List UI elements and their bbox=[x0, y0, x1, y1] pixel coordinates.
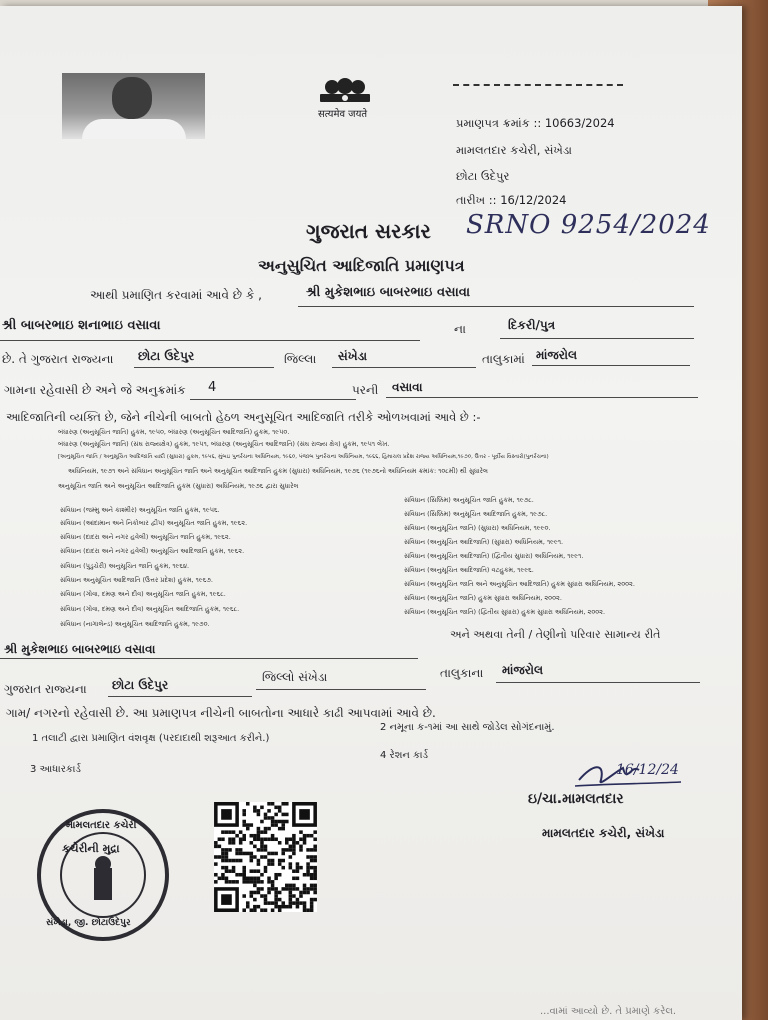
applicant-photo bbox=[62, 73, 205, 139]
name-underline bbox=[298, 306, 694, 307]
certificate-title: અનુસુચિત આદિજાતિ પ્રમાણપત્ર bbox=[258, 256, 465, 275]
list-right-item: સંવિધાન (અનુસૂચિત જાતિ) (સુધારા) અધિનિયમ, ૧૯૯૦. bbox=[404, 524, 551, 532]
list-left-item: સંવિધાન (દાદરા અને નગર હવેલી) અનુસૂચિત આદિજાતિ હુકમ, ૧૯૬૨. bbox=[60, 547, 245, 555]
of-text: પરની bbox=[352, 383, 379, 397]
father-underline bbox=[0, 340, 420, 341]
photo-head bbox=[112, 77, 152, 119]
seal-bottom-text: સંખેડા, જી. છોટાઉદેપુર bbox=[46, 918, 131, 928]
list-left-item: સંવિધાન (ગોવા, દમણ અને દીવ) અનુસૂચિત જાતિ હુકમ, ૧૯૬૮. bbox=[60, 590, 226, 598]
name2-underline bbox=[0, 658, 418, 659]
district2-underline bbox=[108, 696, 252, 697]
signatory-office: મામલતદાર કચેરી, સંખેડા bbox=[542, 826, 665, 840]
signatory-title: ઇ/ચા.મામલતદાર bbox=[528, 791, 624, 807]
family-text: અને અથવા તેની / તેણીનો પરિવાર સામાન્ય રીતે bbox=[450, 628, 661, 641]
order-2: બંધારણ (અનુસૂચિત જાતિ) (સંઘ રાજ્યક્ષેત્ર) હુકમ, ૧૯૫૧, બંધારણ (અનુસૂચિત આદિજાતિ) (સંઘ રાજ્ય ક્ષેત્ર) હુકમ, ૧૯૫૧ લેખ. bbox=[58, 440, 390, 448]
serial-underline bbox=[190, 399, 356, 400]
issuing-district: છોટા ઉદેપુર bbox=[456, 169, 510, 183]
government-title: ગુજરાત સરકાર bbox=[306, 219, 431, 243]
issuing-office: મામલતદાર કચેરી, સંખેડા bbox=[456, 143, 572, 157]
taluka-label-2: તાલુકાના bbox=[440, 666, 484, 680]
village-value: માંજરોલ bbox=[536, 348, 578, 362]
document-item: 2 નમૂના ક-૧માં આ સાથે જોડેલ સોગંદનામું. bbox=[380, 722, 555, 733]
tribe-text: આદિજાતિની વ્યક્તિ છે, જેને નીચેની બાબતો હેઠળ અનુસૂચિત આદિજાતિ તરીકે ઓળખવામાં આવે છે :- bbox=[6, 410, 481, 424]
serial-number: 4 bbox=[208, 380, 217, 395]
district-value: છોટા ઉદેપુર bbox=[138, 349, 195, 363]
list-left-item: સંવિધાન (ગોવા, દમણ અને દીવ) અનુસૂચિત આદિજાતિ હુકમ, ૧૯૬૮. bbox=[60, 605, 240, 613]
seal-top-text: મામલતદાર કચેરી bbox=[66, 820, 137, 831]
motto: सत्यमेव जयते bbox=[318, 109, 368, 120]
national-emblem-icon bbox=[318, 78, 372, 104]
bottom-faint-text: ...વામાં આવ્યો છે. તે પ્રમાણે કરેલ. bbox=[540, 1006, 677, 1017]
list-left-item: સંવિધાન (દાદરા અને નગર હવેલી) અનુસૂચિત જાતિ હુકમ, ૧૯૬૨. bbox=[60, 533, 231, 541]
list-left-item: સંવિધાન અનુસૂચિત આદિજાતિ (ઉત્તર પ્રદેશ) હુકમ, ૧૯૬૭. bbox=[60, 576, 213, 584]
list-left-item: સંવિધાન (આંદામાન અને નિકોબાર દ્વીપ) અનુસૂચિત જાતિ હુકમ, ૧૯૬૨. bbox=[60, 519, 248, 527]
district-underline bbox=[134, 367, 274, 368]
applicant-name: શ્રી મુકેશભાઇ બાબરભાઇ વસાવા bbox=[306, 285, 471, 300]
photo-shirt bbox=[82, 119, 186, 139]
list-left-item: સંવિધાન (નાગાલેન્ડ) અનુસૂચિત આદિજાતિ હુકમ, ૧૯૭૦. bbox=[60, 620, 210, 628]
order-3: [અનુસૂચિત જાતિ / અનુસૂચિત આદિજાતિ યાદી (સુધારા) હુકમ, ૧૯૫૬, મુંબઇ પુનર્રચના અધિનિયમ, ૧૯૬૦, પંજાબ પુનર્રચના અધિનિયમ, ૧૯૬૬, હિમાચલ પ્રદેશ રાજ્ય અધિનિયમ,૧૯૭૦, ઉત્તર - પૂર્વીય વિસ્તારો(પુનર્રચના) bbox=[58, 454, 549, 460]
order-4: અધિનિયમ, ૧૯૭૧ અને સંવિધાન અનુસૂચિત જાતિ અને અનુસૂચિત આદિજાતિ હુકમ (સુધારા) અધિનિયમ, ૧૯૭૬ (૧૯૭૬નો અધિનિયમ ક્રમાંક: ૧૦૮મી) થી સુધારેલ bbox=[68, 467, 488, 475]
list-left-item: સંવિધાન (પુડુચેરી) અનુસૂચિત જાતિ હુકમ, ૧૯૬૪. bbox=[60, 562, 190, 570]
tribe-value: વસાવા bbox=[392, 380, 423, 394]
village-text: ગામના રહેવાસી છે અને જે અનુક્રમાંક bbox=[4, 383, 186, 397]
village-underline bbox=[532, 365, 690, 366]
resident-text: ગામ/ નગરનો રહેવાસી છે. આ પ્રમાણપત્ર નીચેની બાબતોના આધારે કાઢી આપવામાં આવે છે. bbox=[6, 706, 436, 720]
document-item: 4 રેશન કાર્ડ bbox=[380, 750, 429, 761]
order-1: બંધારણ (અનુસૂચિત જાતિ) હુકમ, ૧૯૫૦, બંધારણ (અનુસૂચિત આદિજાતિ) હુકમ, ૧૯૫૦. bbox=[58, 428, 290, 436]
village2-underline bbox=[496, 682, 700, 683]
applicant-name-2: શ્રી મુકેશભાઇ બાબરભાઇ વસાવા bbox=[4, 642, 156, 656]
state-text: છે. તે ગુજરાત રાજ્યના bbox=[2, 352, 114, 366]
signature-date: 16/12/24 bbox=[616, 762, 679, 778]
taluka2-underline bbox=[256, 689, 426, 690]
list-right-item: સંવિધાન (સિક્કિમ) અનુસૂચિત જાતિ હુકમ, ૧૯૭૮. bbox=[404, 496, 534, 504]
document-item: 1 તલાટી દ્વારા પ્રમાણિત વંશવૃક્ષ (પરદાદાથી શરૂઆત કરીને.) bbox=[32, 733, 270, 744]
list-right-item: સંવિધાન (અનુસૂચિત આદિજાતિ) (સુધારા) અધિનિયમ, ૧૯૯૧. bbox=[404, 538, 564, 546]
qr-code bbox=[214, 802, 317, 912]
list-left-item: સંવિધાન (જમ્મુ અને કાશ્મીર) અનુસૂચિત જાતિ હુકમ, ૧૯૫૬. bbox=[60, 506, 220, 514]
village-value-2: માંજરોલ bbox=[502, 663, 544, 677]
relation: દિકરી/પુત્ર bbox=[508, 318, 556, 332]
office-seal bbox=[36, 802, 170, 948]
handwritten-serial: SRNO 9254/2024 bbox=[466, 210, 711, 240]
taluka-label: તાલુકામાં bbox=[482, 352, 525, 366]
state-text-2: ગુજરાત રાજ્યના bbox=[4, 682, 87, 696]
list-right-item: સંવિધાન (અનુસૂચિત આદિજાતિ) વટહુકમ, ૧૯૯૬. bbox=[404, 566, 534, 574]
certificate-number: પ્રમાણપત્ર ક્રમાંક :: 10663/2024 bbox=[456, 116, 615, 130]
header-dashed-line bbox=[453, 84, 623, 86]
district-label-2: જિલ્લો સંખેડા bbox=[262, 670, 328, 684]
seal-middle-text: કચેરીની મુદ્રા bbox=[62, 842, 120, 855]
na-text: ના bbox=[454, 322, 466, 336]
father-name: શ્રી બાબરભાઇ શનાભાઇ વસાવા bbox=[2, 318, 161, 333]
list-right-item: સંવિધાન (અનુસૂચિત જાતિ) (દ્વિતીય સુધારા) હુકમ સુધારા અધિનિયમ, ૨૦૦૨. bbox=[404, 608, 606, 616]
issue-date: તારીખ :: 16/12/2024 bbox=[456, 193, 567, 207]
certificate-sheet bbox=[0, 6, 742, 1020]
list-right-item: સંવિધાન (અનુસૂચિત જાતિ અને અનુસૂચિત આદિજાતિ) હુકમ સુધારા અધિનિયમ, ૨૦૦૨. bbox=[404, 580, 635, 588]
taluka-value: સંખેડા bbox=[338, 349, 368, 363]
taluka-underline bbox=[332, 367, 476, 368]
document-item: 3 આધારકાર્ડ bbox=[30, 764, 81, 775]
list-right-item: સંવિધાન (અનુસૂચિત આદિજાતિ) (દ્વિતીય સુધારા) અધિનિયમ, ૧૯૯૧. bbox=[404, 552, 584, 560]
certify-text: આથી પ્રમાણિત કરવામાં આવે છે કે , bbox=[90, 288, 262, 302]
qr-code-icon bbox=[214, 802, 317, 912]
list-right-item: સંવિધાન (અનુસૂચિત જાતિ) હુકમ સુધારા અધિનિયમ, ૨૦૦૨. bbox=[404, 594, 562, 602]
relation-underline bbox=[500, 338, 694, 339]
list-right-item: સંવિધાન (સિક્કિમ) અનુસૂચિત આદિજાતિ હુકમ, ૧૯૭૮. bbox=[404, 510, 548, 518]
district-value-2: છોટા ઉદેપુર bbox=[112, 678, 169, 692]
order-5: અનુસૂચિત જાતિ અને અનુસૂચિત આદિજાતિ હુકમ (સુધારા) અધિનિયમ, ૧૯૭૬ દ્વારા સુધારેલ bbox=[58, 482, 299, 490]
district-label: જિલ્લા bbox=[284, 352, 317, 366]
tribe-underline bbox=[386, 397, 698, 398]
